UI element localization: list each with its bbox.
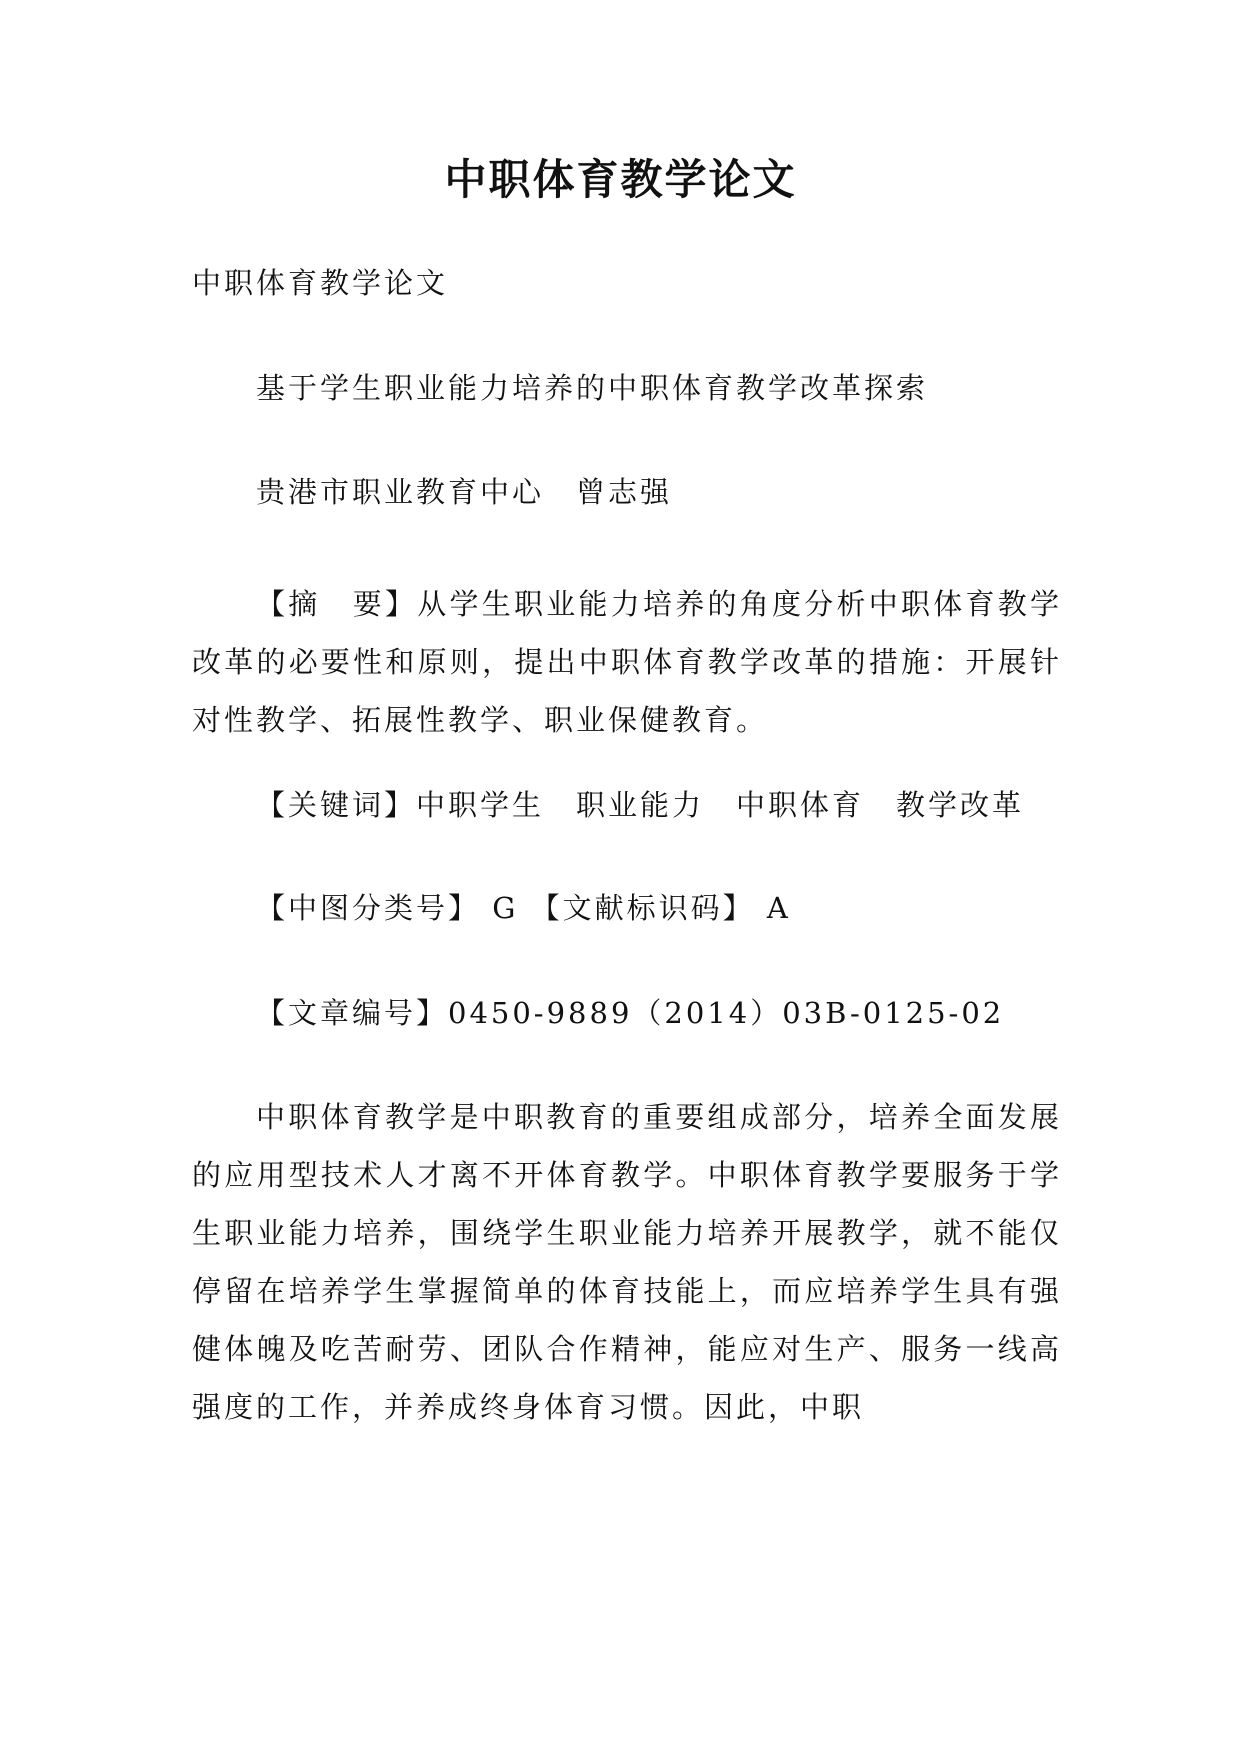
classification-line: 【中图分类号】 G 【文献标识码】 A (256, 891, 791, 925)
author-line: 贵港市职业教育中心 曾志强 (256, 475, 673, 509)
article-number-line: 【文章编号】0450-9889（2014）03B-0125-02 (256, 996, 1005, 1030)
body-paragraph: 中职体育教学是中职教育的重要组成部分，培养全面发展的应用型技术人才离不开体育教学。中职体育教学要服务于学生职业能力培养，围绕学生职业能力培养开展教学，就不能仅停留在培养学生掌握简单的体育技能上，而应培养学生具有强健体魄及吃苦耐劳、团队合作精神，能应对生产、服务一线高强度的工作，并养成终身体育习惯。因此，中职 (192, 1100, 1062, 1424)
keywords-line: 【关键词】中职学生 职业能力 中职体育 教学改革 (256, 788, 1025, 822)
document-title: 中职体育教学论文 (444, 155, 797, 204)
article-title: 基于学生职业能力培养的中职体育教学改革探索 (256, 371, 929, 405)
subtitle-line: 中职体育教学论文 (192, 266, 449, 300)
abstract-paragraph: 【摘 要】从学生职业能力培养的角度分析中职体育教学改革的必要性和原则，提出中职体育教学改革的措施：开展针对性教学、拓展性教学、职业保健教育。 (192, 587, 1062, 737)
